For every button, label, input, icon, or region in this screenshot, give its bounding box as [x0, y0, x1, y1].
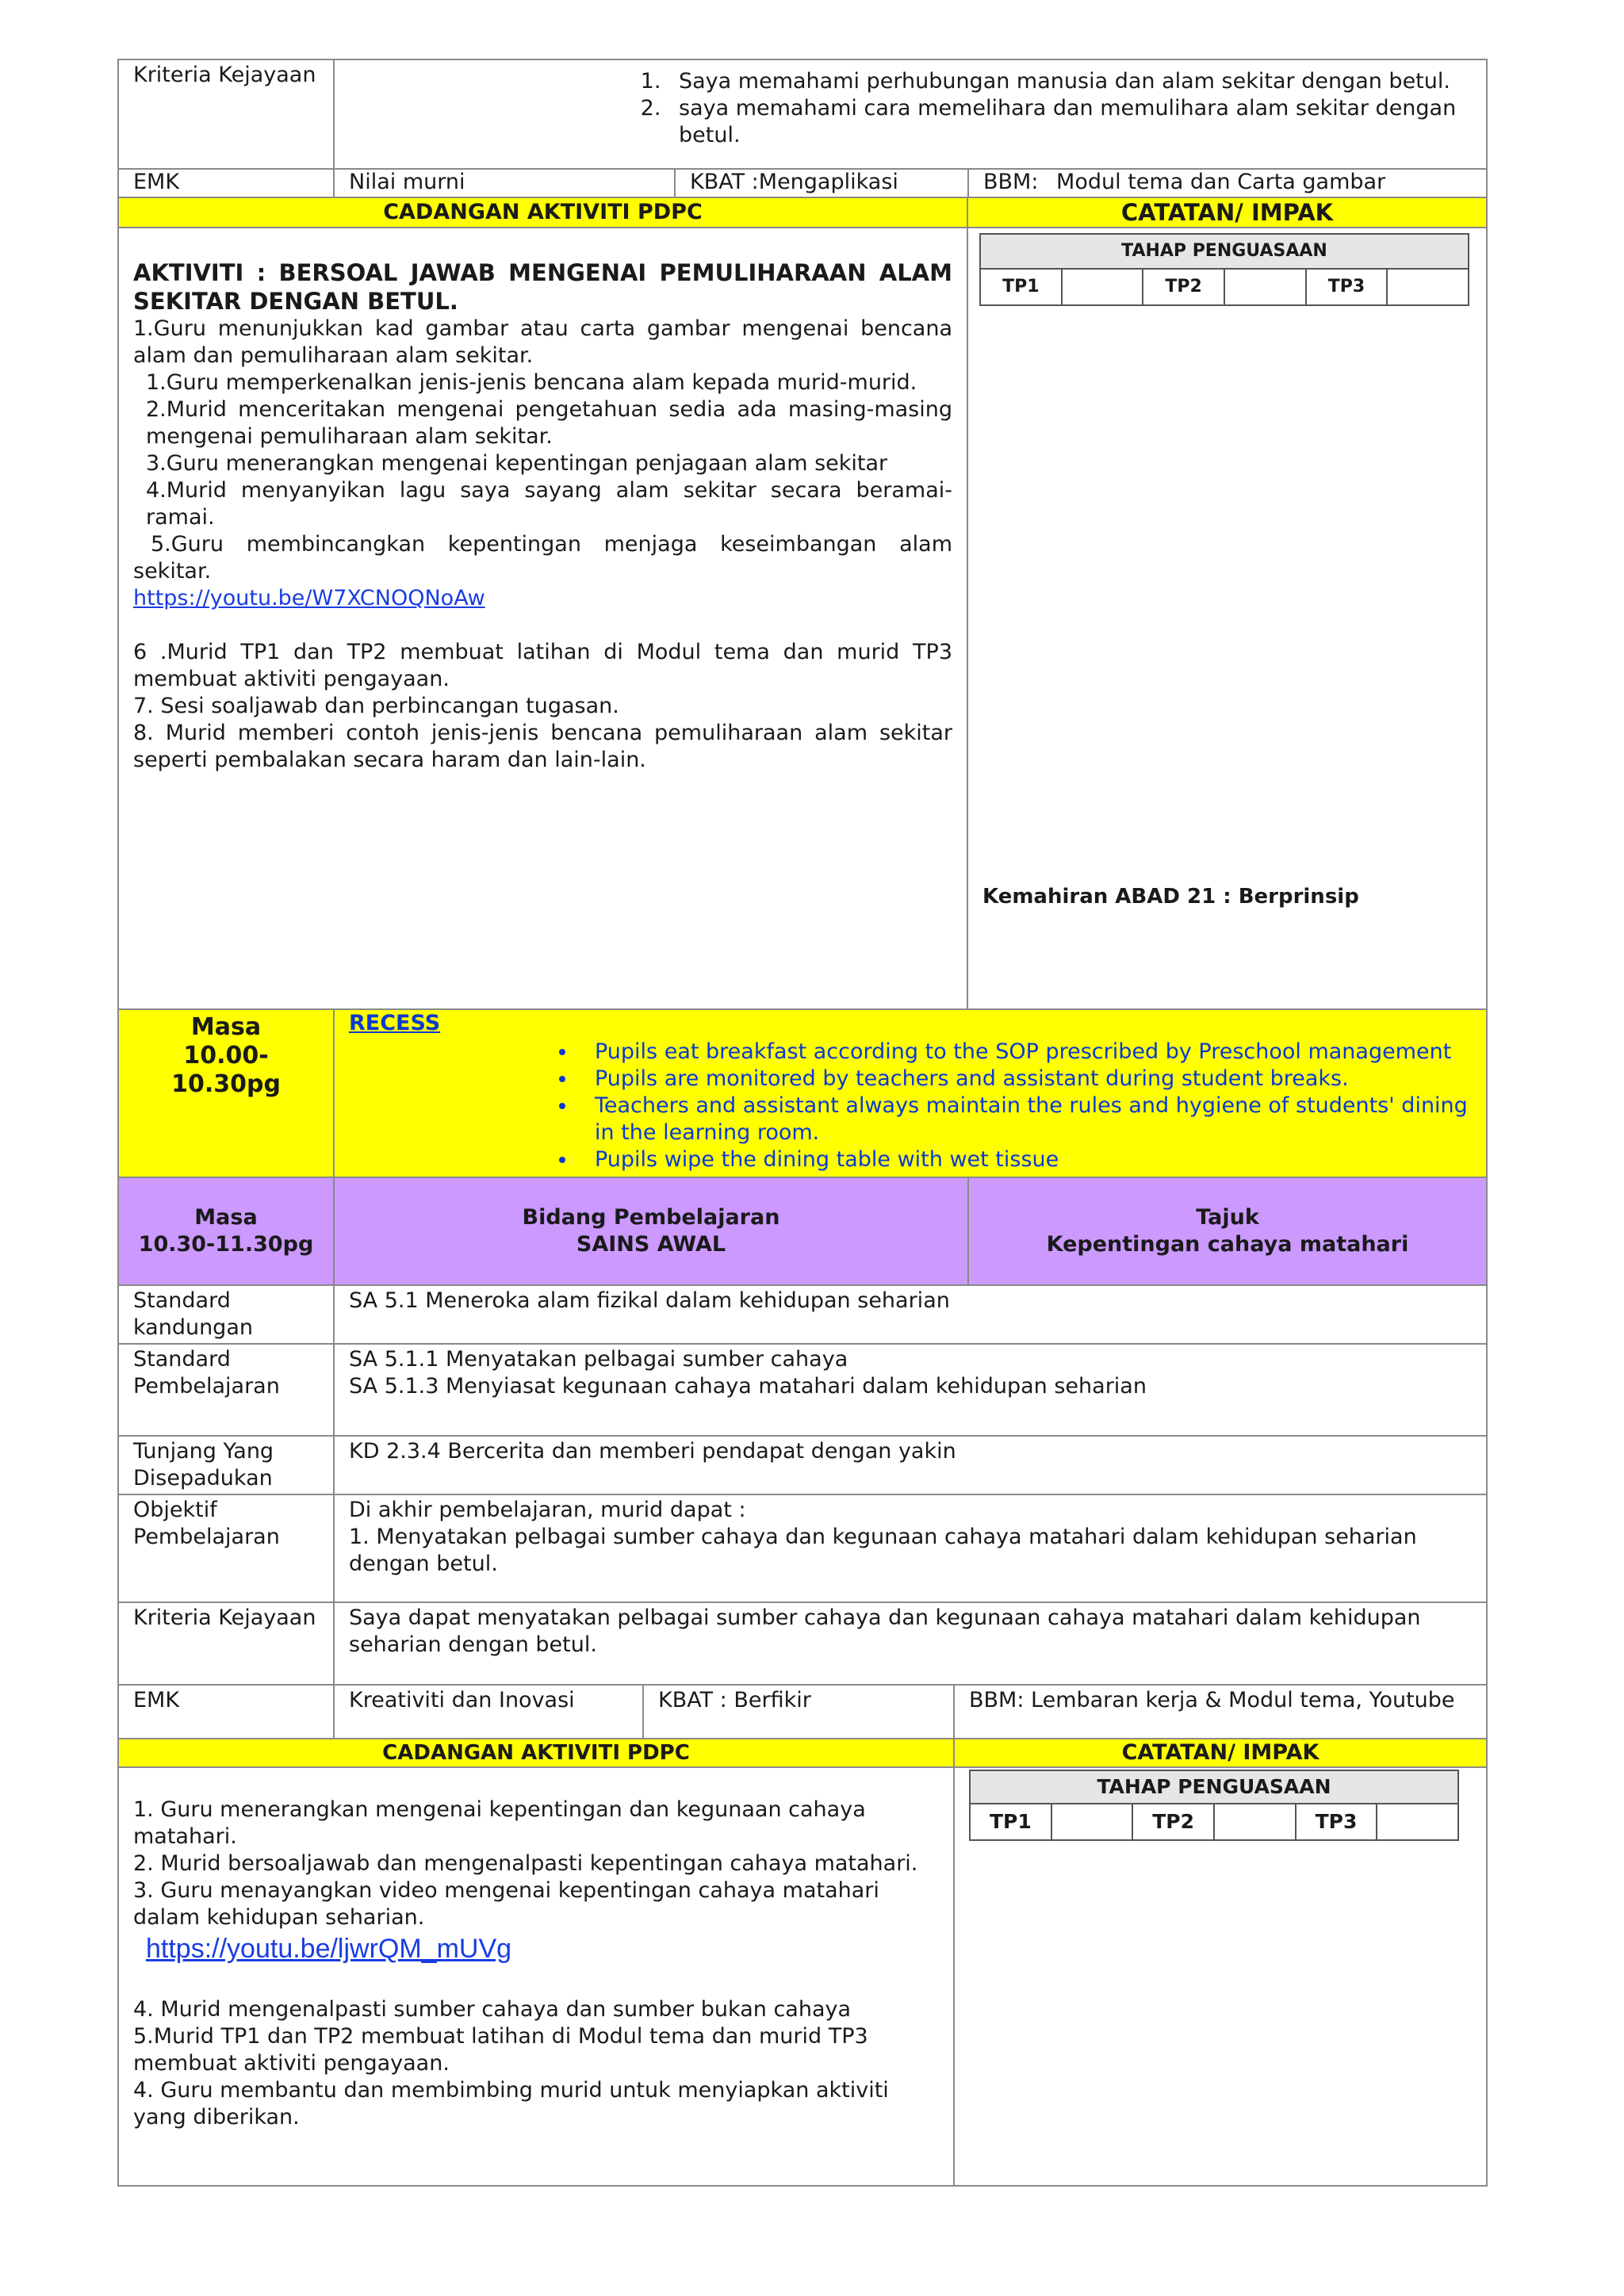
objektif-item: 1. Menyatakan pelbagai sumber cahaya dan kegunaan cahaya matahari dalam kehidupan seharian dengan betul. [349, 1525, 1417, 1576]
bidang-value: SAINS AWAL [576, 1232, 726, 1257]
section2-header-table [117, 1177, 1488, 1286]
lesson-plan-page [117, 59, 1486, 2187]
activity-step: 7. Sesi soaljawab dan perbincangan tugasan. [133, 694, 619, 718]
sp-cell [334, 1344, 1487, 1436]
bbm-label: BBM: [983, 170, 1039, 194]
activity-cell [118, 228, 967, 1009]
bbm2-value: BBM: Lembaran kerja & Modul tema, Youtube [954, 1685, 1487, 1739]
sk-value: SA 5.1 Meneroka alam fizikal dalam kehidupan seharian [334, 1285, 1487, 1344]
tp1-label: TP1 [980, 269, 1062, 305]
section2-emk-table [117, 1684, 1488, 1739]
tajuk-value: Kepentingan cahaya matahari [1046, 1232, 1409, 1257]
kriteria2-label: Kriteria Kejayaan [118, 1602, 334, 1685]
tajuk-cell [968, 1177, 1487, 1285]
emk-label: EMK [118, 169, 334, 197]
activity2-step: 4. Murid mengenalpasti sumber cahaya dan sumber bukan cahaya [133, 1997, 852, 2022]
activity-step: 2.Murid menceritakan mengenai pengetahuan sedia ada masing-masing mengenai pemuliharaan alam sekitar. [146, 397, 952, 449]
activity-step: 8. Murid memberi contoh jenis-jenis bencana pemuliharaan alam sekitar seperti pembalakan secara haram dan lain-lain. [133, 721, 952, 772]
bbm-value: Modul tema dan Carta gambar [1056, 170, 1386, 194]
activity2-step: 5.Murid TP1 dan TP2 membuat latihan di Modul tema dan murid TP3 membuat aktiviti pengayaan. [133, 2024, 868, 2076]
activity2-step: 1. Guru menerangkan mengenai kepentingan dan kegunaan cahaya matahari. [133, 1797, 866, 1849]
emk2-value: Kreativiti dan Inovasi [334, 1685, 643, 1739]
tp2-label: TP2 [1132, 1804, 1214, 1840]
tp3-value[interactable] [1377, 1804, 1458, 1840]
recess-item: • Pupils eat breakfast according to the SOP prescribed by Preschool management [577, 1039, 1472, 1066]
kriteria-cell [334, 59, 1487, 169]
recess-item: • Teachers and assistant always maintain the rules and hygiene of students' dining in the learning room. [577, 1093, 1472, 1146]
section2-masa-label: Masa [194, 1205, 258, 1230]
tunjang-value: KD 2.3.4 Bercerita dan memberi pendapat dengan yakin [334, 1436, 1487, 1494]
tahap-penguasaan-table [979, 233, 1469, 306]
tp3-label: TP3 [1296, 1804, 1377, 1840]
recess-title: RECESS [349, 1011, 441, 1035]
bbm-cell [968, 169, 1487, 197]
activity-step: 3.Guru menerangkan mengenai kepentingan penjagaan alam sekitar [146, 451, 888, 476]
recess-item: • Pupils wipe the dining table with wet tissue [577, 1146, 1472, 1173]
kbat-value: KBAT :Mengaplikasi [675, 169, 968, 197]
kbat2-value: KBAT : Berfikir [643, 1685, 954, 1739]
section1-activity-table [117, 197, 1488, 1010]
youtube-link-2[interactable]: https://youtu.be/ljwrQM_mUVg [146, 1934, 512, 1964]
recess-table [117, 1008, 1488, 1178]
section2-details-table [117, 1284, 1488, 1686]
kriteria-item: 1. Saya memahami perhubungan manusia dan alam sekitar dengan betul. [668, 68, 1472, 95]
cadangan2-header: CADANGAN AKTIVITI PDPC [118, 1739, 954, 1767]
section1-table [117, 59, 1488, 198]
sp-value: SA 5.1.1 Menyatakan pelbagai sumber cahaya [349, 1347, 848, 1372]
tp3-value[interactable] [1387, 269, 1469, 305]
recess-content-cell [334, 1009, 1487, 1177]
tp2-value[interactable] [1224, 269, 1306, 305]
section2-masa-cell [118, 1177, 334, 1285]
section2-masa-time: 10.30-11.30pg [138, 1232, 314, 1257]
cadangan-header: CADANGAN AKTIVITI PDPC [118, 197, 967, 228]
tp2-value[interactable] [1214, 1804, 1296, 1840]
youtube-link[interactable]: https://youtu.be/W7XCNOQNoAw [133, 586, 485, 610]
activity-step: 5.Guru membincangkan kepentingan menjaga keseimbangan alam sekitar. [133, 532, 952, 584]
section2-activity-table [117, 1738, 1488, 2187]
recess-masa-cell [118, 1009, 334, 1177]
kriteria2-value: Saya dapat menyatakan pelbagai sumber cahaya dan kegunaan cahaya matahari dalam kehidupan seharian dengan betul. [334, 1602, 1487, 1685]
activity2-step: 3. Guru menayangkan video mengenai kepentingan cahaya matahari dalam kehidupan seharian. [133, 1878, 879, 1930]
kriteria-label: Kriteria Kejayaan [118, 59, 334, 169]
kriteria-item: 2. saya memahami cara memelihara dan memulihara alam sekitar dengan betul. [668, 95, 1472, 149]
sp-label: Standard Pembelajaran [118, 1344, 334, 1436]
activity2-step: 4. Guru membantu dan membimbing murid untuk menyiapkan aktiviti yang diberikan. [133, 2078, 889, 2130]
kemahiran-abad21: Kemahiran ABAD 21 : Berprinsip [982, 885, 1359, 909]
tajuk-label: Tajuk [1196, 1205, 1259, 1230]
tahap-penguasaan-table-2 [969, 1770, 1459, 1841]
sk-label: Standard kandungan [118, 1285, 334, 1344]
sp-value: SA 5.1.3 Menyiasat kegunaan cahaya matahari dalam kehidupan seharian [349, 1374, 1147, 1399]
tahap-header: TAHAP PENGUASAAN [980, 234, 1469, 269]
tp2-label: TP2 [1143, 269, 1224, 305]
catatan-cell [967, 228, 1487, 1009]
recess-masa-time: 10.00-10.30pg [171, 1042, 281, 1098]
bidang-label: Bidang Pembelajaran [522, 1205, 780, 1230]
emk2-label: EMK [118, 1685, 334, 1739]
activity-step: 1.Guru menunjukkan kad gambar atau carta gambar mengenai bencana alam dan pemuliharaan alam sekitar. [133, 316, 952, 368]
objektif-label: Objektif Pembelajaran [118, 1494, 334, 1602]
objektif-intro: Di akhir pembelajaran, murid dapat : [349, 1498, 746, 1522]
catatan-header: CATATAN/ IMPAK [967, 197, 1487, 228]
bidang-cell [334, 1177, 968, 1285]
activity-step: 4.Murid menyanyikan lagu saya sayang alam sekitar secara beramai-ramai. [146, 478, 952, 530]
tp1-value[interactable] [1062, 269, 1143, 305]
catatan2-header: CATATAN/ IMPAK [954, 1739, 1487, 1767]
tp3-label: TP3 [1306, 269, 1388, 305]
recess-item: • Pupils are monitored by teachers and assistant during student breaks. [577, 1066, 1472, 1093]
nilai-value: Nilai murni [334, 169, 675, 197]
activity-step: 6 .Murid TP1 dan TP2 membuat latihan di Modul tema dan murid TP3 membuat aktiviti pengayaan. [133, 640, 952, 691]
tahap2-header: TAHAP PENGUASAAN [970, 1770, 1458, 1804]
activity2-cell [118, 1767, 954, 2186]
objektif-cell [334, 1494, 1487, 1602]
recess-masa-label: Masa [190, 1013, 262, 1041]
kriteria-list [335, 68, 1472, 149]
catatan2-cell [954, 1767, 1487, 2186]
activity2-step: 2. Murid bersoaljawab dan mengenalpasti kepentingan cahaya matahari. [133, 1851, 918, 1876]
recess-list [349, 1039, 1472, 1173]
tp1-value[interactable] [1051, 1804, 1133, 1840]
aktiviti-title: AKTIVITI : BERSOAL JAWAB MENGENAI PEMULIHARAAN ALAM SEKITAR DENGAN BETUL. [133, 259, 952, 315]
tunjang-label: Tunjang Yang Disepadukan [118, 1436, 334, 1494]
activity-step: 1.Guru memperkenalkan jenis-jenis bencana alam kepada murid-murid. [146, 370, 917, 395]
tp1-label: TP1 [970, 1804, 1051, 1840]
